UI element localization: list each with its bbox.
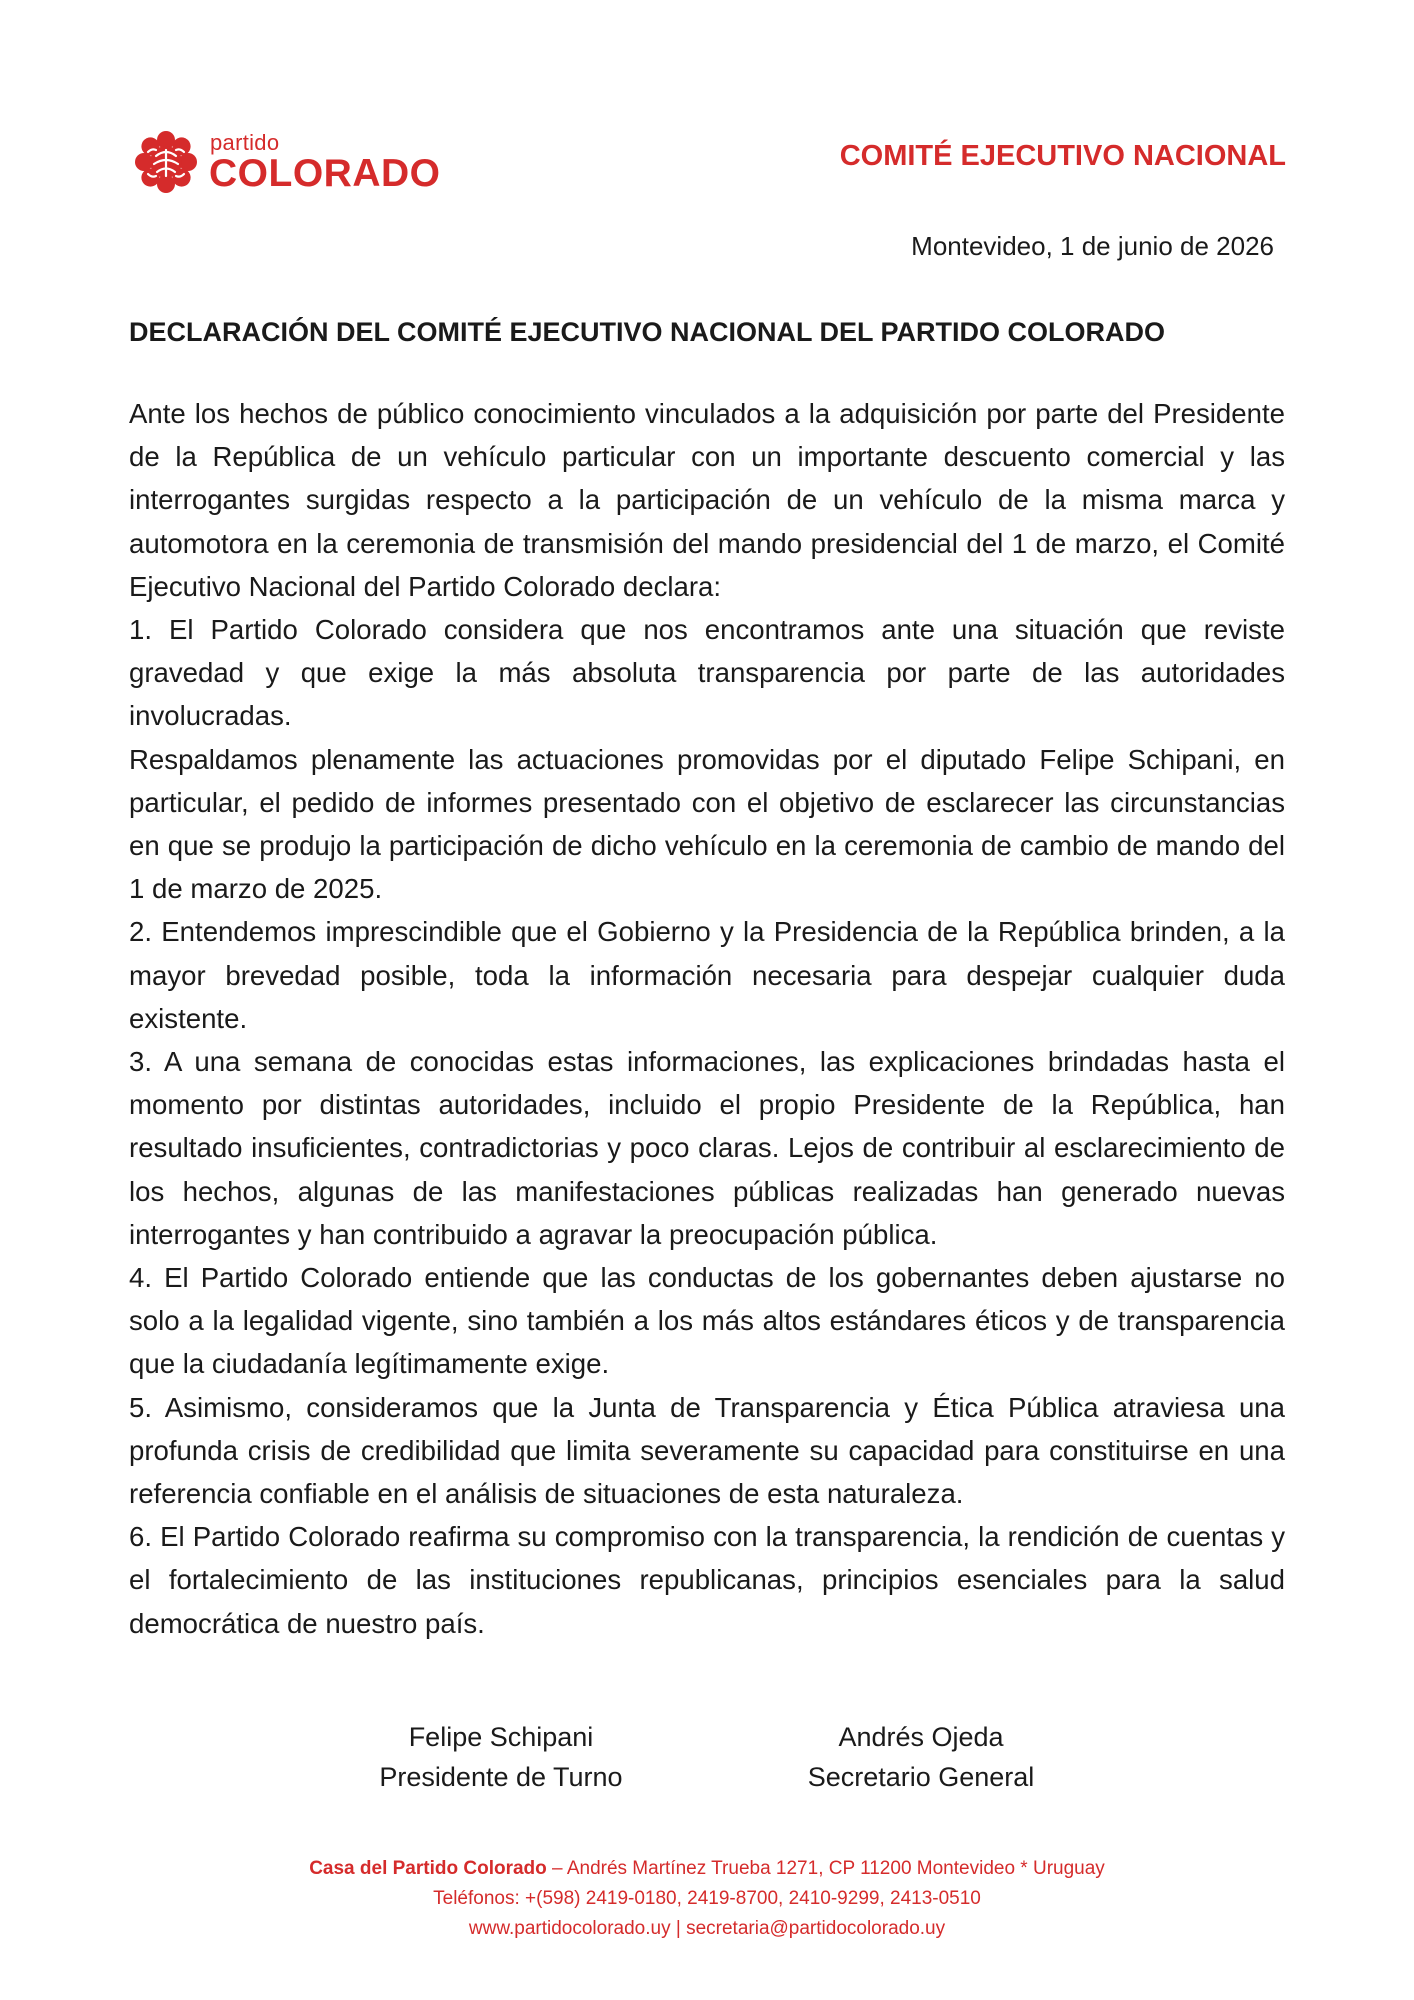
signature-left xyxy=(321,1717,681,1797)
logo-wordmark: COLORADO xyxy=(209,152,441,195)
signer-role: Secretario General xyxy=(807,1762,1035,1792)
point-5-paragraph: 5. Asimismo, consideramos que la Junta de Transparencia y Ética Pública atraviesa una profunda crisis de credibilidad que limita severamente su capacidad para constituirse en una referencia confiable en el análisis de situaciones de esta naturaleza. xyxy=(129,1391,1285,1510)
point-6-paragraph: 6. El Partido Colorado reafirma su compromiso con la transparencia, la rendición de cuentas y el fortalecimiento de las instituciones republicanas, principios esenciales para la salud democrática de nuestro país. xyxy=(129,1521,1285,1639)
carnation-flower-icon xyxy=(134,130,198,194)
support-paragraph: Respaldamos plenamente las actuaciones promovidas por el diputado Felipe Schipani, en particular, el pedido de informes presentado con el objetivo de esclarecer las circunstancias en que se produjo la participación de dicho vehículo en la ceremonia de cambio de mando del 1 de marzo de 2025. xyxy=(129,743,1285,905)
signer-role: Presidente de Turno xyxy=(379,1762,623,1792)
point-4-paragraph: 4. El Partido Colorado entiende que las conductas de los gobernantes deben ajustarse no solo a la legalidad vigente, sino también a los más altos estándares éticos y de transparencia que la ciudadanía legítimamente exige. xyxy=(129,1262,1285,1380)
signature-block xyxy=(0,1717,1414,1807)
footer-org: Casa del Partido Colorado xyxy=(309,1858,547,1879)
party-logo xyxy=(134,126,454,196)
footer-web: www.partidocolorado.uy | secretaria@partidocolorado.uy xyxy=(468,1918,946,1939)
logo-wordmark-small: partido xyxy=(210,130,280,155)
point-2-paragraph: 2. Entendemos imprescindible que el Gobierno y la Presidencia de la República brinden, a la mayor brevedad posible, toda la información necesaria para despejar cualquier duda existente. xyxy=(129,916,1285,1034)
point-3-paragraph: 3. A una semana de conocidas estas informaciones, las explicaciones brindadas hasta el momento por distintas autoridades, incluido el propio Presidente de la República, han resultado insuficientes, contradictorias y poco claras. Lejos de contribuir al esclarecimiento de los hechos, algunas de las manifestaciones públicas realizadas han generado nuevas interrogantes y han contribuido a agravar la preocupación pública. xyxy=(129,1046,1285,1250)
point-1-paragraph: 1. El Partido Colorado considera que nos encontramos ante una situación que reviste gravedad y que exige la más absoluta transparencia por parte de las autoridades involucradas. xyxy=(129,614,1285,732)
signer-name: Felipe Schipani xyxy=(408,1722,594,1752)
intro-paragraph: Ante los hechos de público conocimiento vinculados a la adquisición por parte del Presidente de la República de un vehículo particular con un importante descuento comercial y las interrogantes surgidas respecto a la participación de un vehículo de la misma marca y automotora en la ceremonia de transmisión del mando presidencial del 1 de marzo, el Comité Ejecutivo Nacional del Partido Colorado declara: xyxy=(129,398,1285,602)
footer-address: – Andrés Martínez Trueba 1271, CP 11200 Montevideo * Uruguay xyxy=(546,1858,1105,1879)
footer-address-line xyxy=(0,1854,1414,1884)
declaration-body xyxy=(129,392,1285,1645)
page-footer xyxy=(0,1854,1414,1944)
signature-right xyxy=(741,1717,1101,1797)
document-date: Montevideo, 1 de junio de 2026 xyxy=(911,231,1274,261)
document-title: DECLARACIÓN DEL COMITÉ EJECUTIVO NACIONAL DEL PARTIDO COLORADO xyxy=(129,317,1166,347)
signer-name: Andrés Ojeda xyxy=(838,1722,1004,1752)
footer-phones: Teléfonos: +(598) 2419-0180, 2419-8700, 2410-9299, 2413-0510 xyxy=(433,1888,981,1909)
committee-heading: COMITÉ EJECUTIVO NACIONAL xyxy=(839,140,1286,172)
